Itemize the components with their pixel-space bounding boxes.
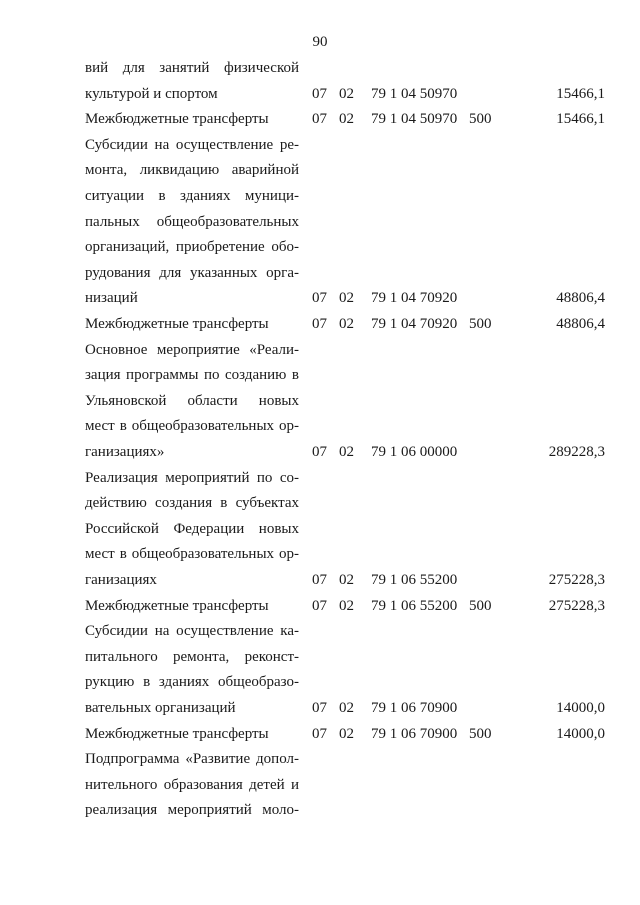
target-article-code: 79 1 04 70920: [371, 290, 458, 307]
expense-type-code: 500: [469, 597, 492, 614]
target-article-code: 79 1 04 50970: [371, 111, 458, 128]
target-article-code: 79 1 04 50970: [371, 85, 458, 102]
subsection-code: 02: [339, 290, 354, 307]
table-row: [0, 133, 640, 159]
expense-type-code: 500: [469, 111, 492, 128]
subsection-code: 02: [339, 85, 354, 102]
item-description: Российской Федерации новых: [85, 520, 299, 537]
subsection-code: 02: [339, 700, 354, 716]
item-description: ситуации в зданиях муници-: [85, 188, 299, 204]
subsection-code: 02: [339, 111, 354, 128]
section-code: 07: [312, 597, 327, 614]
expense-type-code: 500: [469, 316, 492, 332]
item-description: Межбюджетные трансферты: [85, 725, 269, 742]
table-row: [0, 363, 640, 389]
item-description: Основное мероприятие «Реали-: [85, 341, 299, 358]
item-description: ганизациях»: [85, 444, 165, 460]
subsection-code: 02: [339, 316, 354, 332]
table-row: [0, 286, 640, 312]
target-article-code: 79 1 04 70920: [371, 316, 458, 332]
amount: 15466,1: [556, 111, 605, 128]
amount: 48806,4: [556, 290, 605, 307]
section-code: 07: [312, 444, 327, 460]
table-row: [0, 466, 640, 492]
item-description: Подпрограмма «Развитие допол-: [85, 751, 299, 768]
target-article-code: 79 1 06 55200: [371, 572, 458, 588]
table-row: [0, 235, 640, 261]
item-description: Межбюджетные трансферты: [85, 111, 269, 128]
table-row: [0, 312, 640, 338]
table-row: [0, 594, 640, 620]
table-row: [0, 645, 640, 671]
table-row: [0, 619, 640, 645]
section-code: 07: [312, 700, 327, 716]
table-row: [0, 440, 640, 466]
amount: 15466,1: [556, 85, 605, 102]
table-row: [0, 184, 640, 210]
item-description: пальных общеобразовательных: [85, 213, 299, 230]
item-description: Субсидии на осуществление ре-: [85, 136, 299, 153]
item-description: культурой и спортом: [85, 85, 218, 102]
item-description: Межбюджетные трансферты: [85, 597, 269, 614]
item-description: вий для занятий физической: [85, 60, 299, 76]
table-row: [0, 722, 640, 748]
table-row: [0, 773, 640, 799]
table-row: [0, 568, 640, 594]
table-row: [0, 210, 640, 236]
item-description: зация программы по созданию в: [85, 367, 299, 384]
table-row: [0, 107, 640, 133]
amount: 48806,4: [556, 316, 605, 332]
item-description: Ульяновской области новых: [85, 392, 299, 409]
amount: 289228,3: [548, 444, 605, 460]
subsection-code: 02: [339, 444, 354, 460]
table-row: [0, 261, 640, 287]
table-row: [0, 542, 640, 568]
subsection-code: 02: [339, 725, 354, 742]
table-row: [0, 670, 640, 696]
table-row: [0, 696, 640, 722]
item-description: вательных организаций: [85, 700, 236, 716]
section-code: 07: [312, 725, 327, 742]
item-description: Субсидии на осуществление ка-: [85, 623, 299, 640]
expense-type-code: 500: [469, 725, 492, 742]
item-description: мест в общеобразовательных ор-: [85, 546, 299, 563]
item-description: нительного образования детей и: [85, 776, 299, 793]
item-description: монта, ликвидацию аварийной: [85, 162, 299, 179]
table-row: [0, 747, 640, 773]
table-row: [0, 158, 640, 184]
section-code: 07: [312, 316, 327, 332]
table-row: [0, 414, 640, 440]
amount: 14000,0: [556, 700, 605, 716]
table-row: [0, 491, 640, 517]
item-description: рудования для указанных орга-: [85, 264, 299, 281]
item-description: рукцию в зданиях общеобразо-: [85, 674, 299, 691]
item-description: низаций: [85, 290, 138, 307]
target-article-code: 79 1 06 70900: [371, 725, 458, 742]
amount: 275228,3: [548, 597, 605, 614]
item-description: ганизациях: [85, 572, 157, 588]
page-number: 90: [312, 34, 328, 50]
section-code: 07: [312, 85, 327, 102]
table-row: [0, 82, 640, 108]
item-description: питального ремонта, реконст-: [85, 648, 299, 665]
table-row: [0, 56, 640, 82]
item-description: организаций, приобретение обо-: [85, 239, 299, 256]
item-description: мест в общеобразовательных ор-: [85, 418, 299, 435]
section-code: 07: [312, 111, 327, 128]
amount: 14000,0: [556, 725, 605, 742]
table-row: [0, 389, 640, 415]
section-code: 07: [312, 572, 327, 588]
target-article-code: 79 1 06 70900: [371, 700, 458, 716]
item-description: Реализация мероприятий по со-: [85, 469, 299, 486]
target-article-code: 79 1 06 55200: [371, 597, 458, 614]
item-description: реализация мероприятий моло-: [85, 802, 299, 819]
section-code: 07: [312, 290, 327, 307]
item-description: действию создания в субъектах: [85, 495, 299, 512]
table-row: [0, 338, 640, 364]
item-description: Межбюджетные трансферты: [85, 316, 269, 332]
table-row: [0, 798, 640, 824]
table-row: [0, 517, 640, 543]
subsection-code: 02: [339, 572, 354, 588]
amount: 275228,3: [548, 572, 605, 588]
target-article-code: 79 1 06 00000: [371, 444, 458, 460]
subsection-code: 02: [339, 597, 354, 614]
